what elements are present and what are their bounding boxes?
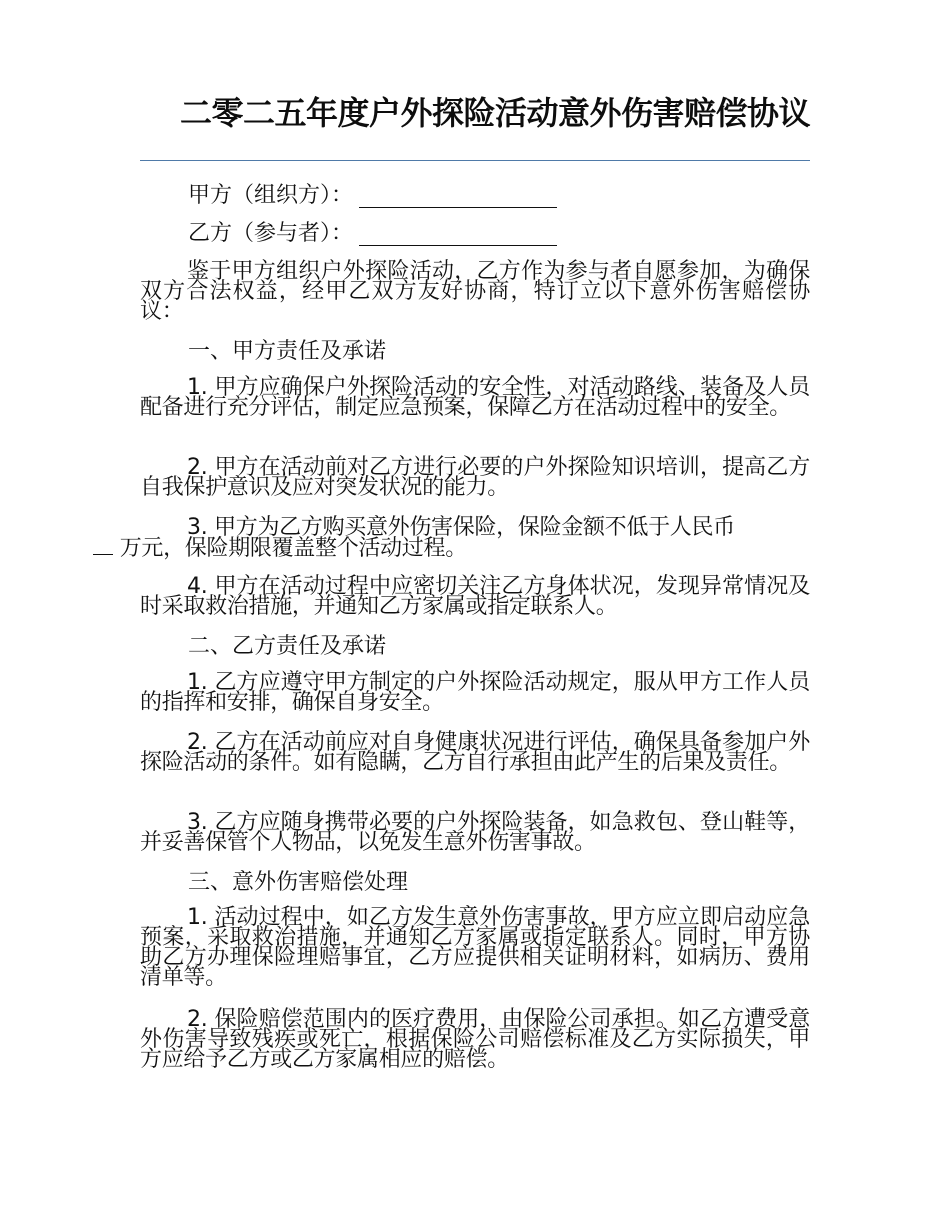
compensation-clause-2: 2. 保险赔偿范围内的医疗费用，由保险公司承担。如乙方遭受意外伤害导致残疾或死亡，根据保险公司赔偿标准及乙方实际损失，甲方应给予乙方或乙方家属相应的赔偿。: [140, 1007, 810, 1072]
party-a-clause-3: [119, 515, 810, 561]
party-a-label: 甲方（组织方）：: [188, 183, 354, 208]
section-heading-party-b: 二、乙方责任及承诺: [188, 634, 387, 659]
title-divider: [140, 160, 810, 161]
party-a-blank: [359, 189, 557, 208]
party-a-line: [188, 184, 557, 208]
clause-3-text-b: 万元，保险期限覆盖整个活动过程。: [119, 536, 467, 561]
compensation-clause-1: 1. 活动过程中，如乙方发生意外伤害事故，甲方应立即启动应急预案，采取救治措施，并通知乙方家属或指定联系人。同时，甲方协助乙方办理保险理赔事宜，乙方应提供相关证明材料，如病历、费用清单等。: [140, 905, 810, 990]
party-b-line: [188, 222, 557, 246]
party-b-clause-1: 1. 乙方应遵守甲方制定的户外探险活动规定，服从甲方工作人员的指挥和安排，确保自身安全。: [140, 670, 810, 715]
insurance-amount-blank: [93, 538, 113, 555]
party-a-clause-2: 2. 甲方在活动前对乙方进行必要的户外探险知识培训，提高乙方自我保护意识及应对突发状况的能力。: [140, 455, 810, 500]
party-b-label: 乙方（参与者）：: [188, 221, 354, 246]
intro-paragraph: 鉴于甲方组织户外探险活动，乙方作为参与者自愿参加，为确保双方合法权益，经甲乙双方友好协商，特订立以下意外伤害赔偿协议：: [140, 259, 810, 324]
clause-3-text-a: 3. 甲方为乙方购买意外伤害保险，保险金额不低于人民币: [187, 515, 735, 540]
party-a-clause-4: 4. 甲方在活动过程中应密切关注乙方身体状况，发现异常情况及时采取救治措施，并通知乙方家属或指定联系人。: [140, 574, 810, 619]
party-b-clause-3: 3. 乙方应随身携带必要的户外探险装备，如急救包、登山鞋等，并妥善保管个人物品，以免发生意外伤害事故。: [140, 810, 810, 855]
section-heading-party-a: 一、甲方责任及承诺: [188, 339, 387, 364]
party-b-clause-2: 2. 乙方在活动前应对自身健康状况进行评估，确保具备参加户外探险活动的条件。如有隐瞒，乙方自行承担由此产生的后果及责任。: [140, 730, 810, 775]
party-b-blank: [359, 227, 557, 246]
party-a-clause-1: 1. 甲方应确保户外探险活动的安全性，对活动路线、装备及人员配备进行充分评估，制定应急预案，保障乙方在活动过程中的安全。: [140, 375, 810, 420]
document-title: 二零二五年度户外探险活动意外伤害赔偿协议: [179, 94, 810, 132]
section-heading-compensation: 三、意外伤害赔偿处理: [188, 870, 409, 895]
